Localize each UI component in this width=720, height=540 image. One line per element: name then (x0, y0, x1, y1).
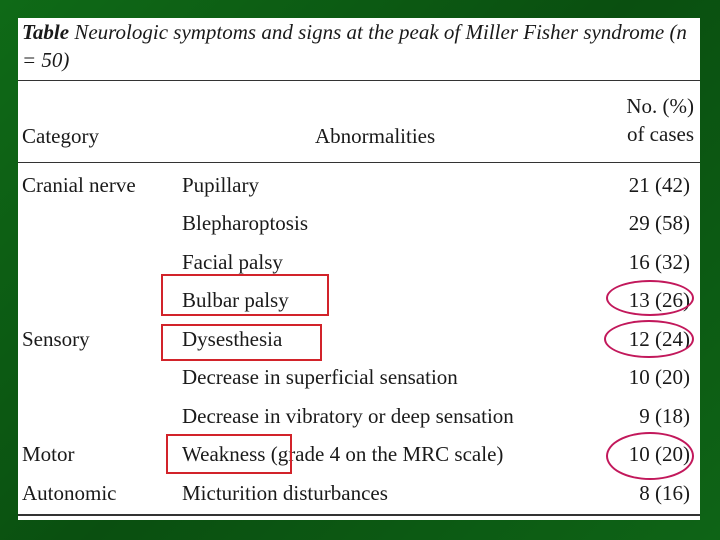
caption-text: Neurologic symptoms and signs at the peak of Miller Fisher syndrome (n = 50) (22, 20, 687, 72)
table-row (18, 204, 700, 242)
header-rule (18, 162, 700, 163)
row-cases: 12 (24) (628, 327, 690, 351)
table-panel (18, 18, 700, 520)
bottom-rule (18, 514, 700, 516)
row-cases: 9 (18) (639, 404, 690, 428)
highlight-oval-dysesthesia-cases (604, 320, 694, 358)
row-abnormality: Bulbar palsy (182, 288, 289, 312)
table-row (18, 320, 700, 358)
highlight-oval-weakness-cases (606, 432, 694, 480)
row-abnormality: Micturition disturbances (182, 481, 388, 505)
highlight-box-dysesthesia (161, 324, 322, 361)
header-abnormalities: Abnormalities (315, 124, 436, 148)
row-cases: 21 (42) (628, 173, 690, 197)
table-row (18, 474, 700, 512)
header-cases-line1: No. (%) (626, 94, 694, 118)
table-row (18, 435, 700, 473)
header-category: Category (22, 124, 99, 148)
row-abnormality: Pupillary (182, 173, 259, 197)
highlight-oval-bulbar-palsy-cases (606, 280, 694, 316)
table-row (18, 243, 700, 281)
row-cases: 16 (32) (628, 250, 690, 274)
row-category: Cranial nerve (22, 173, 136, 197)
highlight-box-bulbar-palsy (161, 274, 329, 316)
row-category: Sensory (22, 327, 90, 351)
row-cases: 10 (20) (628, 365, 690, 389)
row-abnormality: Blepharoptosis (182, 211, 308, 235)
table-row (18, 397, 700, 435)
table-row (18, 166, 700, 204)
caption-label: Table (22, 20, 70, 44)
table-row (18, 281, 700, 319)
row-abnormality: Dysesthesia (182, 327, 283, 351)
header-cases-line2: of cases (626, 122, 694, 146)
row-abnormality: Decrease in superficial sensation (182, 365, 458, 389)
highlight-box-weakness (166, 434, 292, 474)
row-abnormality: Facial palsy (182, 250, 283, 274)
row-abnormality: Decrease in vibratory or deep sensation (182, 404, 514, 428)
row-cases: 10 (20) (628, 442, 690, 466)
row-category: Autonomic (22, 481, 117, 505)
row-cases: 29 (58) (628, 211, 690, 235)
header-cases (626, 92, 694, 148)
table-row (18, 358, 700, 396)
row-category: Motor (22, 442, 75, 466)
row-cases: 13 (26) (628, 288, 690, 312)
caption-rule (18, 80, 700, 81)
table-caption (22, 18, 692, 74)
row-abnormality: Weakness (grade 4 on the MRC scale) (182, 442, 504, 466)
row-cases: 8 (16) (639, 481, 690, 505)
